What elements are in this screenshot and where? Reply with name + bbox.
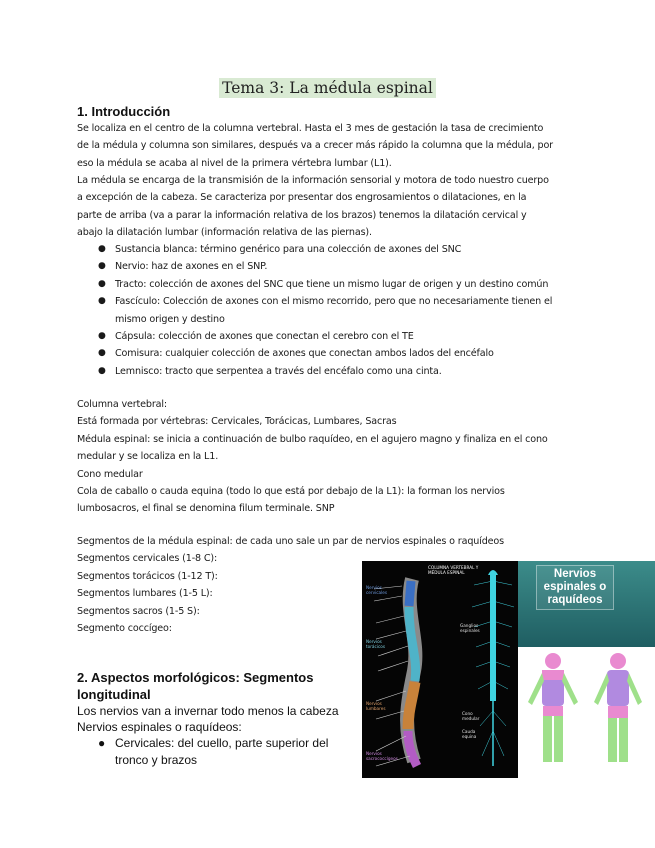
cervical-segment [409, 581, 411, 606]
figure-label: Nervios espinales o raquídeos [536, 565, 614, 610]
text-line: lumbosacros, el final se denomina filum terminale. SNP [77, 503, 335, 515]
nerve [376, 631, 406, 639]
heading-line: longitudinal [77, 687, 151, 702]
region-label: Nervios lumbares [366, 701, 386, 711]
list-item [98, 363, 578, 380]
bullet-icon: ● [98, 278, 106, 289]
list-item-text: mismo origen y destino [115, 313, 225, 325]
bullet-icon: ● [98, 296, 106, 307]
list-item-text: Cervicales: del cuello, parte superior del [115, 736, 329, 750]
text-line: Segmentos de la médula espinal: de cada uno sale un par de nervios espinales o raquídeos [77, 536, 504, 547]
pelvis [543, 706, 563, 716]
section-2-heading [77, 669, 313, 703]
text-line: Los nervios van a invernar todo menos la cabeza [77, 704, 339, 718]
intro-paragraph-2 [77, 172, 577, 242]
bullet-icon: ● [98, 365, 106, 376]
left-arm [594, 673, 609, 705]
bullet-icon: ● [98, 348, 106, 359]
list-item [98, 258, 578, 275]
chest [542, 670, 564, 680]
section-2-list [98, 735, 328, 769]
section-2-text [77, 703, 339, 735]
nerve [374, 596, 402, 601]
nerve [376, 736, 406, 751]
section-1-heading: 1. Introducción [77, 104, 171, 119]
text-line: Cono medular [77, 468, 143, 480]
head [545, 653, 561, 669]
front-body-figure [528, 653, 578, 762]
left-arm [528, 673, 544, 705]
nerve [376, 616, 404, 623]
text-line: medular y se localiza en la L1. [77, 451, 219, 463]
bullet-icon: ● [98, 244, 106, 254]
text-line: Segmento coccígeo: [77, 622, 172, 634]
right-arm [562, 673, 578, 705]
list-item-text: Nervio: haz de axones en el SNP. [115, 261, 268, 273]
bullet-icon: ● [98, 331, 106, 342]
list-item-text: Lemnisco: tracto que serpentea a través del encéfalo como una cinta. [115, 365, 442, 377]
nerve [493, 731, 504, 756]
cervical-vertebrae [409, 581, 411, 606]
list-item [98, 345, 578, 362]
text-line: abajo la dilatación lumbar (información relativa de las piernas). [77, 227, 372, 239]
text-line: Segmentos sacros (1-5 S): [77, 605, 200, 617]
text-line: Segmentos torácicos (1-12 T): [77, 570, 218, 582]
list-item-text: tronco y brazos [115, 753, 198, 767]
text-line: Médula espinal: se inicia a continuación de bulbo raquídeo, en el agujero magno y finaliza en el cono [77, 433, 548, 445]
region-label: Nervios torácicos [366, 639, 386, 649]
heading-line: 2. Aspectos morfológicos: Segmentos [77, 670, 314, 685]
columna-paragraph [77, 396, 577, 518]
figure-header: COLUMNA VERTEBRAL Y MÉDULA ESPINAL [428, 565, 479, 575]
head [610, 653, 626, 669]
spine-illustration [362, 561, 518, 778]
list-item [98, 293, 578, 328]
title-wrap [0, 78, 655, 98]
text-line: a excepción de la cabeza. Se caracteriza por presentar dos engrosamientos o dilataciones, en la [77, 192, 527, 204]
torso [607, 670, 629, 706]
nerve [376, 711, 404, 719]
back-body-figure [594, 653, 642, 762]
text-line: parte de arriba (va a parar la información relativa de los brazos) tenemos la dilatación cervical y [77, 209, 527, 221]
text-line: Segmentos cervicales (1-8 C): [77, 553, 218, 565]
spinal-nerves-figure [362, 561, 655, 778]
text-line: Nervios espinales o raquídeos: [77, 720, 242, 734]
bullet-icon: ● [98, 261, 106, 272]
list-item [98, 735, 328, 769]
text-line: Está formada por vértebras: Cervicales, Torácicas, Lumbares, Sacras [77, 416, 397, 428]
nerve [493, 711, 506, 726]
list-item [98, 328, 578, 345]
nerve [378, 661, 408, 671]
structure-label: Cauda equina [462, 729, 477, 739]
list-item-text: Fascículo: Colección de axones con el mismo recorrido, pero que no necesariamente tienen el [115, 296, 553, 308]
text-line: Cola de caballo o cauda equina (todo lo que está por debajo de la L1): la forman los nervios [77, 485, 505, 497]
dermatome-panel [518, 647, 655, 778]
dermatome-svg [518, 647, 655, 778]
right-arm [627, 673, 642, 705]
text-line: La médula se encarga de la transmisión de la información sensorial y motora de todo nuestro cuerpo [77, 175, 549, 186]
list-item [98, 276, 578, 293]
structure-label: Cono medular [462, 711, 480, 721]
text-line: Segmentos lumbares (1-5 L): [77, 588, 213, 600]
nerve [493, 601, 514, 607]
intro-paragraph-1 [77, 120, 577, 172]
nerve [472, 601, 493, 607]
list-item-text: Comisura: cualquier colección de axones que conectan ambos lados del encéfalo [115, 348, 494, 360]
page-title: Tema 3: La médula espinal [219, 78, 436, 98]
bullet-icon: ● [98, 736, 106, 750]
list-item-text: Tracto: colección de axones del SNC que tiene un mismo lugar de origen y un destino común [115, 278, 549, 290]
text-line: Se localiza en el centro de la columna vertebral. Hasta el 3 mes de gestación la tasa de crecimiento [77, 123, 544, 134]
list-item [98, 241, 578, 258]
sacral-area [608, 706, 628, 718]
region-label: Nervios sacrococcígeos [366, 751, 398, 761]
structure-label: Ganglios espinales [460, 623, 480, 633]
list-item-text: Cápsula: colección de axones que conectan el cerebro con el TE [115, 331, 414, 343]
text-line: eso la médula se acaba al nivel de la primera vértebra lumbar (L1). [77, 157, 392, 169]
text-line: de la médula y columna son similares, después va a crecer más rápido la columna que la médula, por [77, 140, 553, 152]
figure-label-panel [518, 561, 655, 647]
definitions-list [98, 241, 578, 380]
region-label: Nervios cervicales [366, 585, 388, 595]
text-line: Columna vertebral: [77, 399, 167, 410]
list-item-text: Sustancia blanca: término genérico para una colección de axones del SNC [115, 244, 462, 255]
nerve [376, 691, 406, 701]
